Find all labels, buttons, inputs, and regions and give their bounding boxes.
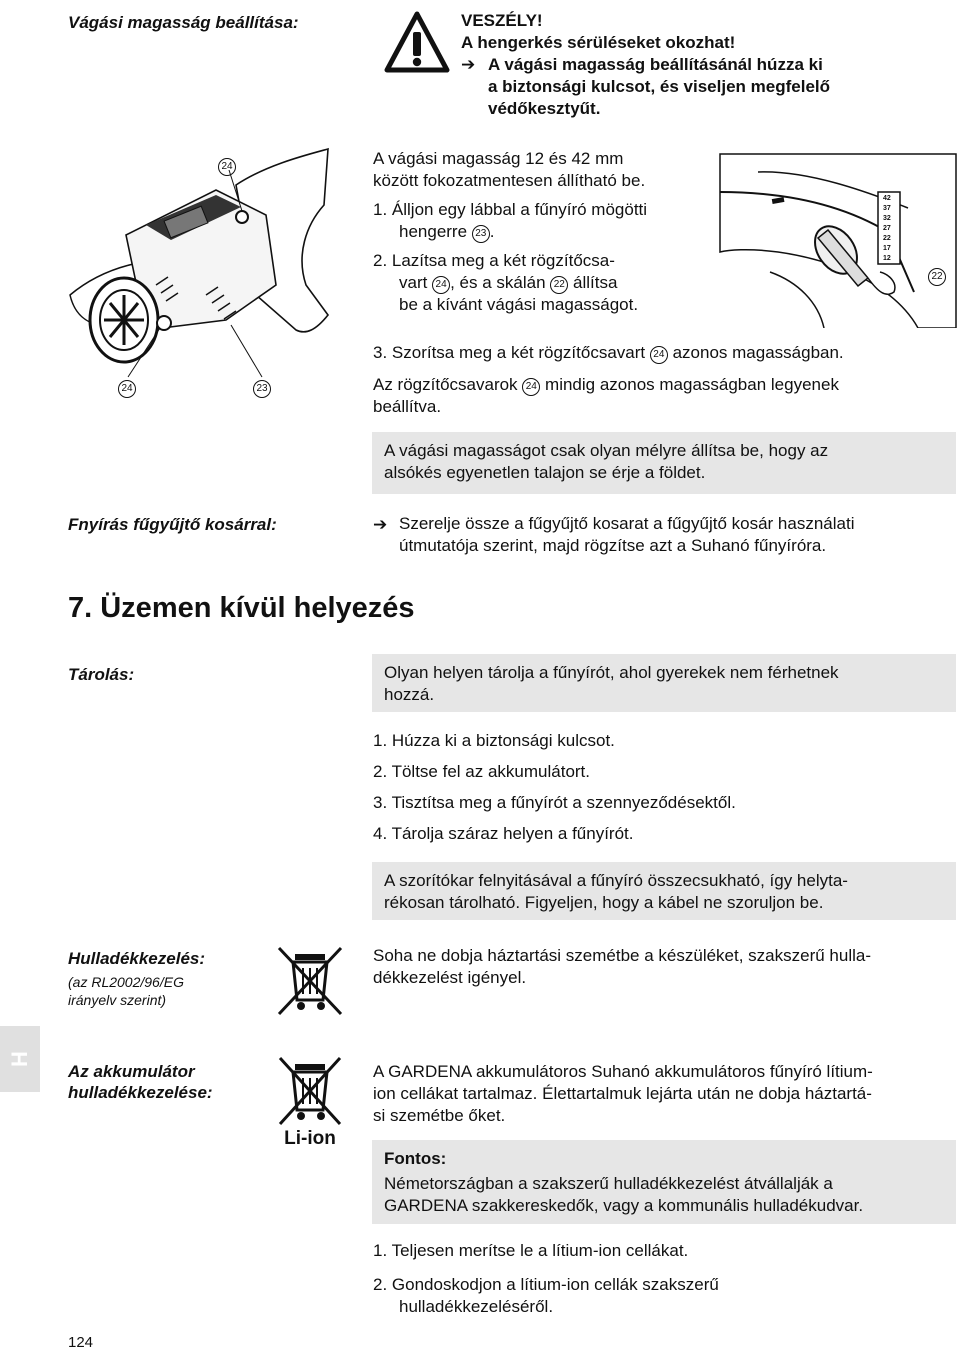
step1-line-b: hengerre 23 . (399, 222, 495, 241)
info-box-important (372, 1140, 956, 1224)
arrow-right-icon: ➔ (373, 515, 388, 534)
warning-triangle-icon (384, 10, 450, 76)
ref-24: 24 (432, 276, 450, 294)
storage-steps (373, 730, 736, 854)
storage-box-line-2: hozzá. (384, 685, 435, 704)
grass-box-line-2: útmutatója szerint, majd rögzítse azt a Suhanó fűnyíróra. (399, 536, 827, 555)
arrow-right-icon: ➔ (461, 55, 476, 74)
info-line-1: A vágási magasságot csak olyan mélyre állítsa be, hogy az (384, 441, 829, 460)
section-label-grass-box: Fnyírás fűgyűjtő kosárral: (68, 515, 277, 534)
step1-line-a: 1. Álljon egy lábbal a fűnyíró mögötti (373, 200, 648, 219)
list-item: 1. Teljesen merítse le a lítium-ion cellákat. (373, 1241, 689, 1260)
ref-24-top: 24 (218, 158, 236, 176)
info-line-2: alsókés egyenetlen talajon se érje a földet. (384, 463, 706, 482)
ref-22-scale: 22 (928, 268, 946, 286)
height-scale-illustration (718, 152, 958, 328)
disposal-text (373, 945, 871, 989)
cutting-height-instructions (373, 148, 703, 316)
battery-line-3: si szemétbe őket. (373, 1106, 506, 1125)
list-item: 1. Húzza ki a biztonsági kulcsot. (373, 731, 615, 750)
ref-24-bottom: 24 (118, 380, 136, 398)
info-box-storage (372, 654, 956, 712)
step2-line-a: 2. Lazítsa meg a két rögzítőcsa- (373, 251, 615, 270)
ref-23: 23 (472, 225, 490, 243)
danger-arrow-text-2: a biztonsági kulcsot, és viseljen megfelelő (488, 77, 831, 96)
list-item: 3. Tisztítsa meg a fűnyírót a szennyeződésektől. (373, 793, 736, 812)
list-item: 2. Gondoskodjon a lítium-ion cellák szakszerű (373, 1275, 719, 1294)
ref-24-note: 24 (522, 378, 540, 396)
li-ion-caption: Li-ion (284, 1128, 336, 1149)
info-box-cutting-height (372, 432, 956, 494)
grass-box-line-1: Szerelje össze a fűgyűjtő kosarat a fűgyűjtő kosár használati (399, 514, 855, 533)
info-box-storage-note (372, 862, 956, 920)
list-item-continuation: hulladékkezeléséről. (399, 1297, 554, 1316)
battery-steps (373, 1240, 719, 1318)
note1-line: Az rögzítőcsavarok 24 mindig azonos magasságban legyenek (373, 375, 839, 394)
disposal-sub-2: irányelv szerint) (68, 992, 167, 1008)
language-side-tab (0, 1026, 40, 1092)
list-item: 2. Töltse fel az akkumulátort. (373, 762, 591, 781)
disposal-line-2: dékkezelést igényel. (373, 968, 527, 987)
intro-line-1: A vágási magasság 12 és 42 mm (373, 149, 624, 168)
section-label-battery-2: hulladékkezelése: (68, 1083, 213, 1102)
side-tab-letter: H (7, 1051, 32, 1067)
section-label-cutting-height: Vágási magasság beállítása: (68, 13, 299, 32)
section-label-disposal: Hulladékkezelés: (68, 949, 206, 968)
disposal-line-1: Soha ne dobja háztartási szemétbe a készüléket, szakszerű hulla- (373, 946, 871, 965)
section-label-storage: Tárolás: (68, 665, 135, 684)
section-label-disposal-block (68, 948, 205, 1009)
step2-line-e: be a kívánt vágási magasságot. (399, 295, 639, 314)
section-label-battery-1: Az akkumulátor (68, 1062, 195, 1081)
intro-line-2: között fokozatmentesen állítható be. (373, 171, 646, 190)
ref-22: 22 (550, 276, 568, 294)
danger-line1: A hengerkés sérüléseket okozhat! (461, 33, 736, 52)
chapter-title: 7. Üzemen kívül helyezés (68, 592, 415, 624)
battery-text (373, 1061, 873, 1127)
li-ion-bin-icon (270, 1056, 350, 1152)
storage-note-line-1: A szorítókar felnyitásával a fűnyíró összecsukható, így helyta- (384, 871, 848, 890)
storage-note-line-2: rékosan tárolható. Figyeljen, hogy a kábel ne szoruljon be. (384, 893, 824, 912)
grass-box-text (399, 513, 854, 557)
danger-title: VESZÉLY! (461, 11, 543, 30)
step3-line: 3. Szorítsa meg a két rögzítőcsavart 24 azonos magasságban. (373, 343, 844, 362)
cutting-height-step3 (373, 342, 953, 418)
storage-box-line-1: Olyan helyen tárolja a fűnyírót, ahol gyerekek nem férhetnek (384, 663, 839, 682)
battery-line-1: A GARDENA akkumulátoros Suhanó akkumulátoros fűnyíró lítium- (373, 1062, 873, 1081)
danger-block (461, 10, 830, 120)
ref-23-bottom: 23 (253, 380, 271, 398)
scale-ticks: 42 37 32 27 22 17 12 (883, 195, 891, 262)
danger-arrow-text-3: védőkesztyűt. (488, 99, 601, 118)
battery-line-2: ion cellákat tartalmaz. Élettartalmuk lejárta után ne dobja háztartá- (373, 1084, 872, 1103)
section-label-battery-block (68, 1061, 213, 1103)
ref-24-step3: 24 (650, 346, 668, 364)
note1-line-c: beállítva. (373, 397, 442, 416)
step2-line-b: vart 24 , és a skálán 22 állítsa (399, 273, 618, 292)
crossed-out-bin-icon (275, 944, 345, 1018)
important-title: Fontos: (384, 1149, 447, 1168)
danger-arrow-text-1: A vágási magasság beállításánál húzza ki (488, 55, 823, 74)
page-number: 124 (68, 1334, 94, 1351)
important-line-2: GARDENA szakkereskedők, vagy a kommunális hulladékudvar. (384, 1196, 864, 1215)
important-line-1: Németországban a szakszerű hulladékkezelést átvállalják a (384, 1174, 833, 1193)
disposal-sub-1: (az RL2002/96/EG (68, 974, 184, 990)
mower-height-adjust-illustration (66, 145, 366, 407)
list-item: 4. Tárolja száraz helyen a fűnyírót. (373, 824, 634, 843)
